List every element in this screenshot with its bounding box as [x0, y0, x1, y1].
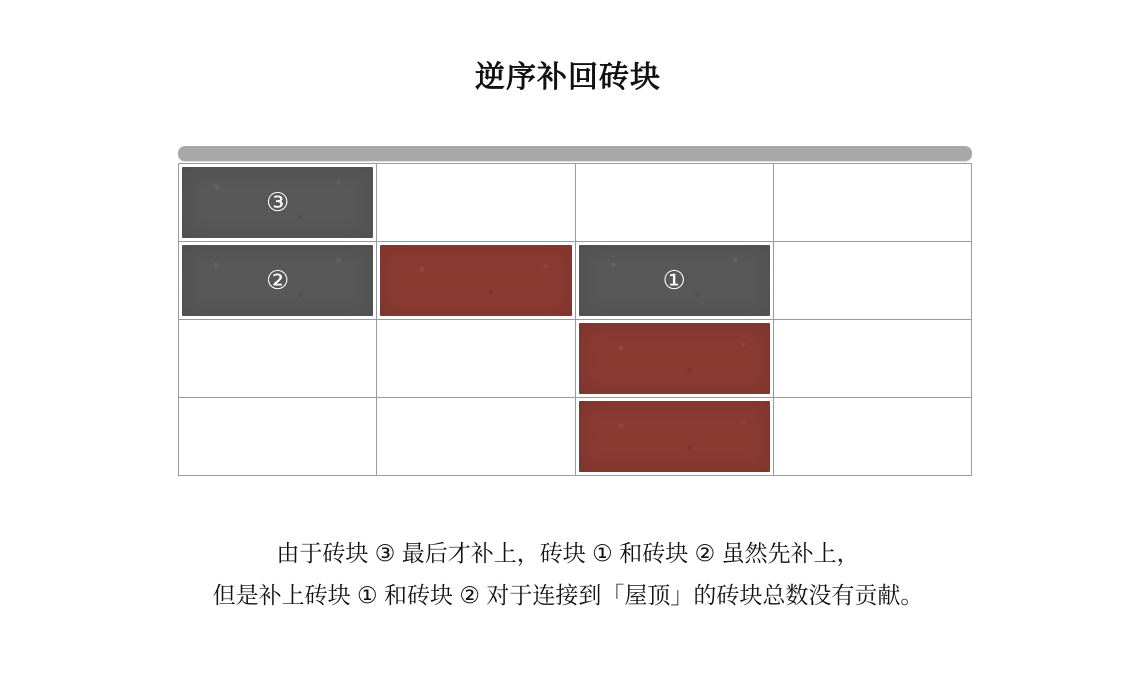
grid-cell	[576, 320, 774, 398]
grid-cell	[774, 164, 972, 242]
grid-cell	[774, 320, 972, 398]
caption-line-2: 但是补上砖块 ① 和砖块 ② 对于连接到「屋顶」的砖块总数没有贡献。	[212, 582, 924, 608]
grid-cell	[774, 398, 972, 476]
brick-red	[380, 245, 571, 316]
grid-cell	[179, 320, 377, 398]
grid-cell	[576, 242, 774, 320]
grid-cell	[576, 164, 774, 242]
brick-red	[579, 401, 770, 472]
caption-line-1: 由于砖块 ③ 最后才补上，砖块 ① 和砖块 ② 虽然先补上，	[276, 540, 860, 566]
grid-cell	[377, 320, 575, 398]
brick-grey-1	[579, 245, 770, 316]
grid-cell	[179, 242, 377, 320]
grid-cell	[179, 164, 377, 242]
brick-label: ②	[265, 265, 290, 296]
roof-bar	[178, 146, 972, 161]
brick-red	[579, 323, 770, 394]
caption	[0, 532, 1136, 616]
brick-grey-2	[182, 245, 373, 316]
grid-cell	[377, 164, 575, 242]
brick-grey-3	[182, 167, 373, 238]
grid-cell	[377, 398, 575, 476]
brick-label: ①	[662, 265, 686, 296]
grid-cell	[377, 242, 575, 320]
grid-cell	[179, 398, 377, 476]
page-title: 逆序补回砖块	[475, 61, 661, 94]
brick-grid	[178, 163, 972, 476]
grid-cell	[774, 242, 972, 320]
grid-cell	[576, 398, 774, 476]
brick-label: ③	[265, 187, 290, 218]
